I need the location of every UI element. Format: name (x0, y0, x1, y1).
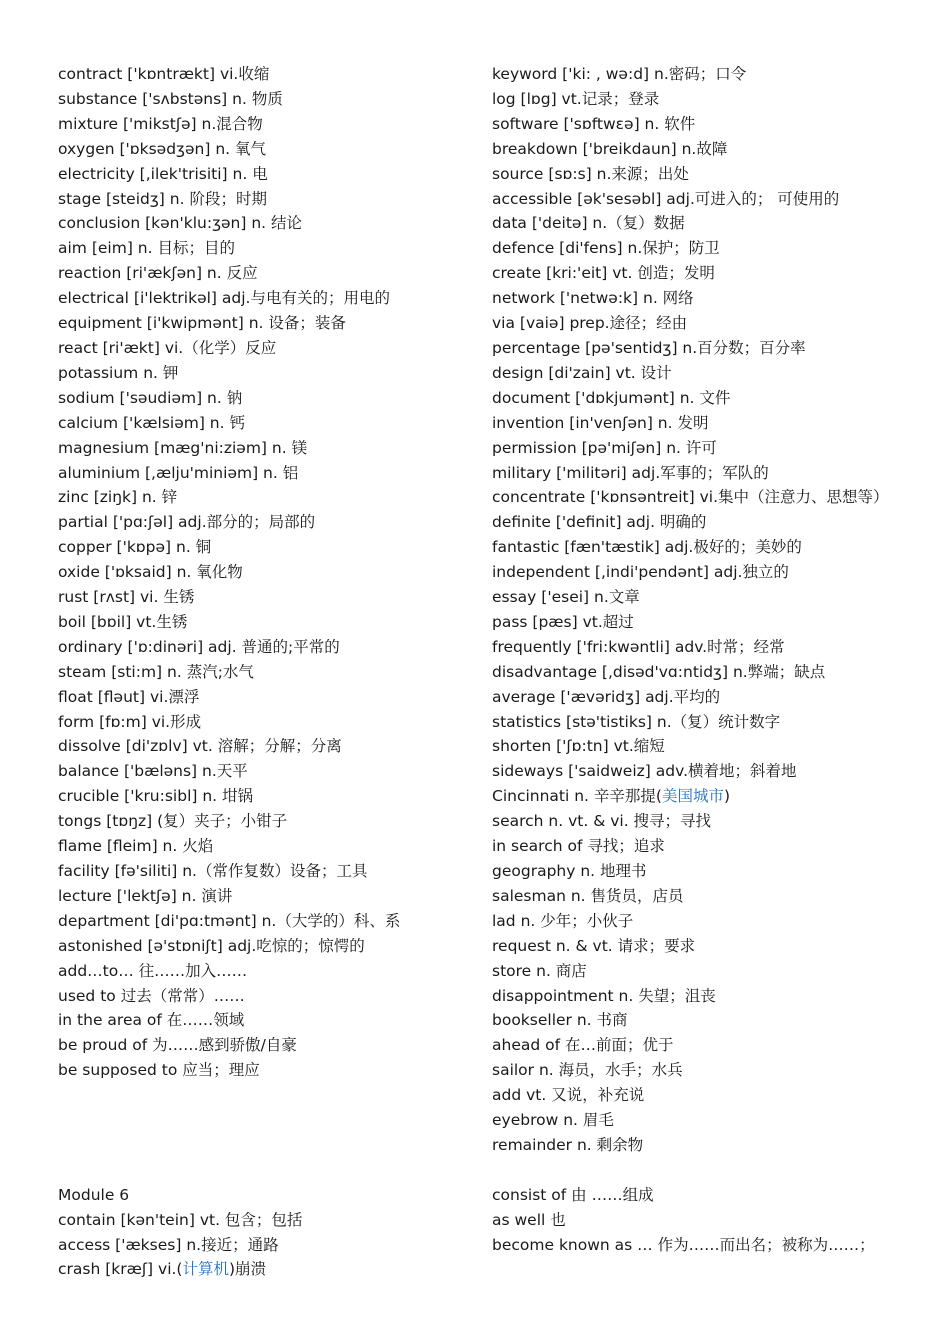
vocab-entry: average ['ævəridʒ] adj.平均的 (492, 687, 721, 706)
vocab-entry: oxygen ['ɒksədʒən] n. 氧气 (58, 139, 267, 158)
vocab-entry: astonished [ə'stɒniʃt] adj.吃惊的；惊愕的 (58, 936, 365, 955)
vocab-entry: data ['deitə] n.（复）数据 (492, 214, 685, 233)
vocab-entry: flame [fleim] n. 火焰 (58, 837, 214, 856)
right-word-list-b (492, 510, 882, 784)
vocab-entry: geography n. 地理书 (492, 862, 647, 880)
vocab-entry: electricity [,ilek'trisiti] n. 电 (58, 164, 268, 183)
vocab-entry: request n. & vt. 请求；要求 (492, 936, 696, 955)
vocab-entry: become known as … 作为……而出名；被称为……； (492, 1235, 875, 1254)
vocab-entry: in the area of 在……领域 (58, 1011, 245, 1030)
vocab-entry: fantastic [fæn'tæstik] adj.极好的；美妙的 (492, 538, 802, 557)
vocab-entry: zinc [ziŋk] n. 锌 (58, 488, 178, 507)
module-heading: Module 6 (58, 1185, 130, 1204)
vocab-entry: lad n. 少年；小伙子 (492, 911, 634, 930)
vocab-entry: calcium ['kælsiəm] n. 钙 (58, 413, 245, 432)
vocab-entry: reaction [ri'ækʃən] n. 反应 (58, 264, 258, 283)
vocab-entry: sideways ['saidweiz] adv.横着地；斜着地 (492, 762, 797, 781)
vocab-entry: eyebrow n. 眉毛 (492, 1111, 614, 1130)
vocab-entry: percentage [pə'sentidʒ] n.百分数；百分率 (492, 338, 806, 357)
vocab-entry: contain [kən'tein] vt. 包含；包括 (58, 1210, 303, 1229)
vocab-entry-concentrate: concentrate ['kɒnsəntreit] vi.集中（注意力、思想等） (492, 488, 889, 507)
vocab-entry: bookseller n. 书商 (492, 1011, 628, 1030)
spacer (492, 1158, 882, 1183)
vocab-entry: used to 过去（常常）…… (58, 986, 245, 1005)
right-word-list-d (492, 1183, 882, 1258)
left-vocabulary-column (58, 62, 458, 1282)
vocab-entry: mixture ['mikstʃə] n.混合物 (58, 114, 263, 133)
vocab-entry: source [sɒ:s] n.来源；出处 (492, 164, 689, 183)
vocab-entry: search n. vt. & vi. 搜寻；寻找 (492, 812, 712, 831)
vocab-entry: balance ['bæləns] n.天平 (58, 762, 248, 781)
vocab-entry: in search of 寻找；追求 (492, 837, 665, 856)
vocab-entry: ahead of 在…前面；优于 (492, 1036, 674, 1055)
vocab-entry: definite ['definit] adj. 明确的 (492, 513, 707, 532)
vocab-entry: salesman n. 售货员，店员 (492, 886, 684, 905)
vocab-entry: partial ['pɑ:ʃəl] adj.部分的；局部的 (58, 513, 316, 532)
vocab-entry: log [lɒg] vt.记录；登录 (492, 89, 660, 108)
cincinnati-text-end: ) (723, 787, 731, 806)
vocab-entry: disadvantage [,disəd'vɑ:ntidʒ] n.弊端；缺点 (492, 662, 826, 681)
us-city-link[interactable]: 美国城市 (661, 787, 724, 806)
vocab-entry: facility [fə'siliti] n.（常作复数）设备；工具 (58, 862, 368, 880)
vocab-entry: as well 也 (492, 1210, 566, 1229)
vocab-entry: form [fɒ:m] vi.形成 (58, 712, 202, 731)
module-6-word-list (58, 1208, 458, 1258)
vocab-entry: network ['netwə:k] n. 网络 (492, 289, 694, 308)
vocab-entry: breakdown ['breikdaun] n.故障 (492, 139, 728, 158)
crash-text: crash [kræʃ] vi.( (58, 1260, 183, 1279)
vocab-entry: react [ri'ækt] vi.（化学）反应 (58, 338, 277, 357)
vocab-entry: pass [pæs] vt.超过 (492, 612, 634, 631)
vocab-entry: defence [di'fens] n.保护；防卫 (492, 239, 720, 258)
vocab-entry: be proud of 为……感到骄傲/自豪 (58, 1036, 297, 1055)
vocab-entry: keyword ['ki: , wə:d] n.密码；口令 (492, 65, 747, 83)
vocab-entry: steam [sti:m] n. 蒸汽;水气 (58, 662, 254, 681)
right-word-list-a (492, 62, 882, 485)
vocab-entry: independent [,indi'pendənt] adj.独立的 (492, 563, 789, 582)
vocab-entry: contract ['kɒntrækt] vi.收缩 (58, 65, 270, 83)
vocab-entry: conclusion [kən'klu:ʒən] n. 结论 (58, 214, 303, 233)
vocab-entry: via [vaiə] prep.途径；经由 (492, 314, 688, 333)
vocab-entry: dissolve [di'zɒlv] vt. 溶解；分解；分离 (58, 737, 342, 756)
vocab-entry: consist of 由 ……组成 (492, 1185, 654, 1204)
vocab-entry: disappointment n. 失望；沮丧 (492, 986, 716, 1005)
vocab-entry: add…to… 往……加入…… (58, 961, 248, 980)
vocab-entry: be supposed to 应当；理应 (58, 1061, 260, 1080)
vocab-entry: sodium ['səudiəm] n. 钠 (58, 388, 243, 407)
vocab-entry: aluminium [,ælju'miniəm] n. 铝 (58, 463, 299, 482)
vocab-entry: access ['ækses] n.接近；通路 (58, 1235, 279, 1254)
vocab-entry: equipment [i'kwipmənt] n. 设备；装备 (58, 314, 346, 333)
vocab-entry: create [kri:'eit] vt. 创造；发明 (492, 264, 715, 283)
vocab-entry: accessible [ək'sesəbl] adj.可进入的； 可使用的 (492, 189, 840, 208)
vocab-entry: float [fləut] vi.漂浮 (58, 687, 200, 706)
vocab-entry: store n. 商店 (492, 961, 587, 980)
vocab-entry: essay ['esei] n.文章 (492, 588, 640, 607)
vocab-entry: shorten ['ʃɒ:tn] vt.缩短 (492, 737, 665, 756)
vocab-entry: magnesium [mæg'ni:ziəm] n. 镁 (58, 438, 308, 457)
vocab-entry: statistics [stə'tistiks] n.（复）统计数字 (492, 712, 781, 731)
vocab-entry: aim [eim] n. 目标；目的 (58, 239, 235, 258)
vocab-entry: software ['sɒftwεə] n. 软件 (492, 114, 696, 133)
vocab-entry: boil [bɒil] vt.生锈 (58, 612, 188, 631)
vocab-entry: copper ['kɒpə] n. 铜 (58, 538, 212, 557)
vocab-entry: stage [steidʒ] n. 阶段；时期 (58, 189, 267, 208)
vocab-entry: potassium n. 钾 (58, 363, 179, 382)
vocab-entry: crucible ['kru:sibl] n. 坩锅 (58, 787, 254, 806)
vocab-entry: design [di'zain] vt. 设计 (492, 363, 672, 382)
right-word-list-c (492, 809, 882, 1158)
vocab-entry: sailor n. 海员，水手；水兵 (492, 1061, 683, 1080)
vocab-entry: department [di'pɑ:tmənt] n.（大学的）科、系 (58, 911, 401, 930)
vocab-entry: oxide ['ɒksaid] n. 氧化物 (58, 563, 243, 582)
vocab-entry: lecture ['lektʃə] n. 演讲 (58, 886, 233, 905)
right-vocabulary-column (492, 62, 889, 1257)
vocab-entry-cincinnati (492, 784, 882, 809)
vocab-entry: permission [pə'miʃən] n. 许可 (492, 438, 717, 457)
vocab-entry: ordinary ['ɒ:dinəri] adj. 普通的;平常的 (58, 637, 340, 656)
vocab-entry: substance ['sʌbstəns] n. 物质 (58, 89, 283, 108)
vocab-entry: add vt. 又说，补充说 (492, 1086, 645, 1105)
vocab-entry: electrical [i'lektrikəl] adj.与电有关的；用电的 (58, 289, 390, 308)
vocab-entry: remainder n. 剩余物 (492, 1135, 644, 1154)
vocab-entry: invention [in'venʃən] n. 发明 (492, 413, 709, 432)
vocab-entry-crash (58, 1257, 458, 1282)
vocab-entry: rust [rʌst] vi. 生锈 (58, 588, 195, 607)
spacer (58, 1083, 458, 1183)
computer-link[interactable]: 计算机 (182, 1260, 229, 1279)
vocab-entry: military ['militəri] adj.军事的；军队的 (492, 463, 769, 482)
vocab-entry: tongs [tɒŋz] (复）夹子；小钳子 (58, 812, 288, 831)
vocab-entry: frequently ['fri:kwəntli] adv.时常；经常 (492, 637, 785, 656)
vocab-entry: document ['dɒkjumənt] n. 文件 (492, 388, 731, 407)
crash-text-end: )崩溃 (229, 1260, 267, 1279)
cincinnati-text: Cincinnati n. 辛辛那提( (492, 787, 662, 806)
left-word-list (58, 62, 458, 1083)
